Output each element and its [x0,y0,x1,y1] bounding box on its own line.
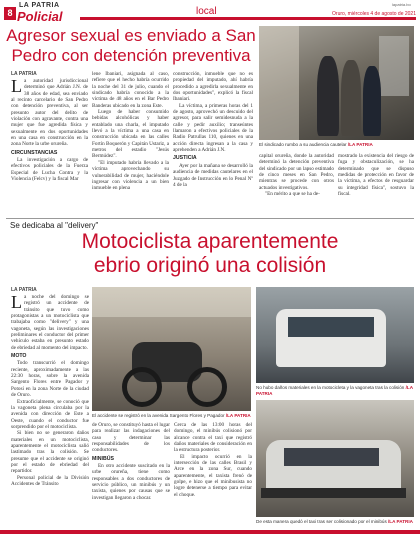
photo-wheel [122,367,162,407]
subheading: CIRCUNSTANCIAS [11,149,58,156]
paragraph: construcción, inmueble que no es propiedad del imputado, ahí habría procedido a agredirla sexualmente en dos oportunidades", explicó la fiscal Ibaniari. [173,71,253,103]
section-logo: Policial [17,9,63,24]
paragraph: Todo transcurrió el domingo reciente, aproximadamente a las 22:30 horas, sobre la avenida Sargento Flores entre Pagador y Potosí en la zona Norte de la ciudad de Oruro. [11,360,89,399]
paragraph: a autoridad jurisdiccional determinó que Adrián J.N. de 38 años de edad, sea enviado al recinto carcelario de San Pedro con detención preventiva, al ser presunto autor del delito de violación con agravante, contra una mujer que fue agredida física y sexualmente en dos oportunidades en una casa en construcción en la zona Norte la urbe orureña. [11,78,88,148]
drop-cap: L [11,292,22,312]
article1-column-2 [92,71,169,192]
paragraph: Ayer por la mañana se desarrolló la audiencia de medidas cautelares en el Juzgado de Instrucción en lo Penal Nº 4 de la [173,162,253,188]
paragraph: La víctima, a primeras horas del 1 de agosto, aprovechó un descuido del agresor, para salir semidesnuda a la calle y pedir auxilio; transeúntes llamaron a efectivos policiales de la Radio Patrullas 110, quienes en una acción directa ingresan a la casa y aprehenden a Adrián J.N. [173,102,253,154]
article1-headline [6,26,256,66]
paragraph: El impacto ocurrió en la intersección de las calles Brasil y Arce en la zona Sur, cuando aparentemente, el taxista frenó de golpe, e hizo que el minibusista no logre detenerse a tiempo para evitar el choque. [174,453,252,498]
article2-photo-taxi [256,400,414,517]
photo-windshield [288,317,374,337]
photo-person [341,60,361,136]
paragraph: Cerca de las 13:00 horas del domingo, el minibús colisionó por alcance contra el taxi que registró daños materiales de consideración en la estructura posterior. [174,422,252,454]
subheading: MOTO [11,353,27,360]
article1-photo [259,26,414,140]
article1-column-5 [338,153,414,197]
photo-bumper [261,488,406,498]
paragraph: Luego de haber consumido bebidas alcohólicas y haber entablado una charla, el imputado llevó a la víctima a una casa en construcción ubicada en las calles Fortín Boquerón y Capitán Ustariz, a metros del estadio "Jesús Bermúdez". [92,109,169,160]
dateline: Oruro, miércoles 4 de agosto de 2021 [332,11,416,17]
article1-headline-line2: Pedro con detención preventiva [11,46,251,65]
newspaper-name-small: LA PATRIA [19,2,60,9]
page-number: 8 [4,7,16,20]
paragraph: lene Ibaniari, asignada al caso, refiere que el hecho habría ocurrido la noche del 31 de julio, cuando el sindicado habría conocido a la víctima de 48 años en el Bar Pedro Banderas ubicado en la zona Este. [92,71,169,109]
article2-headline [6,230,414,278]
caption-credit: /LA PATRIA [388,519,413,524]
article2-headline-line1: Motociclista aparentemente [81,230,339,253]
article1-headline-line1: Agresor sexual es enviado a San [6,26,256,45]
article2-column-3 [174,422,252,498]
photo-window [379,36,409,96]
photo-person [363,66,381,136]
photo-wheel [187,367,227,407]
article2-column-2 [92,422,170,501]
paragraph: a noche del domingo se registró un accidente de tránsito que tuvo como protagonistas a un motociclista que trabajaba como "delivery" y una vagoneta, según las investigaciones preliminares el conductor del primer vehículo estaba en presunto estado de ebriedad al momento del impacto. [11,294,89,351]
article2-kicker: Se dedicaba al "delivery" [10,221,99,230]
article2-photo3-caption [256,519,414,525]
paragraph: Si bien no se generaron daños materiales en un motociclista, aparentemente el motociclista salió lastimado tras la colisión. Se presume que el accidente se originó por el estado de ebriedad del repartidor. [11,430,89,475]
paragraph: capital orureña, donde la autoridad determinó la detención preventiva del sindicado por un lapso estimado de cinco meses en San Pedro, mientras se procede con otros actuados investigativos. [259,153,334,191]
article1-photo-caption [259,142,414,148]
paragraph: mostrado la existencia del riesgo de fuga y obstaculización, se ha determinado que se dispuso medidas de protección en favor de la víctima, a efectos de resguardar su integridad física", sostuvo la fiscal. [338,153,414,198]
caption-text: De esta manera quedó el taxi tras ser colisionado por el minibús [256,519,387,524]
caption-credit: /LA PATRIA [347,142,373,147]
article1-byline: LA PATRIA [11,71,37,77]
article1-column-1 [11,78,88,183]
paragraph: Personal policial de la División Accidentes de Tránsito [11,474,89,487]
header-rule [80,17,416,20]
caption-text: El accidente se registró en la avenida Sargento Flores y Pagador [92,413,225,418]
article2-photo1-caption [92,413,251,419]
paragraph: de Oruro, se constituyó hasta el lugar para realizar las indagaciones del caso y determinar las responsabilidades de los conductores. [92,422,170,454]
article2-byline: LA PATRIA [11,287,37,293]
photo-building [92,287,251,317]
paragraph: En otro accidente suscitado en la urbe orureña, tiene como responsables a dos conductores de servicio público, un minibús y un taxista, quienes por causas que se investigan llegaron a chocar. [92,463,170,501]
photo-rear-window [284,448,379,466]
website-label: lapatria.bo [392,2,411,7]
article-separator [6,218,414,219]
subheading: MINIBÚS [92,455,114,462]
paragraph: La investigación a cargo de efectivos policiales de la Fuerza Especial de Lucha Contra y la Violencia (Felcv) y la fiscal Mar [11,157,88,183]
caption-credit: /LA PATRIA [225,413,251,418]
article2-headline-line2: ebrio originó una colisión [93,254,327,277]
article1-column-3 [173,71,253,188]
article2-photo-van [256,287,414,383]
article1-column-4 [259,153,334,197]
paragraph: "El imputado habría llevado a la víctima aprovechando su vulnerabilidad de mujer, haciéndole ingresar con violencia a un bien inmueble en plena [92,159,169,192]
caption-credit: /LA PATRIA [256,385,413,396]
article2-column-1 [11,294,89,487]
paragraph: Extraoficialmente, se conoció que la vagoneta plena circulaba por la avenida con dirección de Este a Oeste, cuando el conductor fue sorprendido por el motociclista. [11,398,89,430]
drop-cap: L [11,76,22,96]
subheading: JUSTICIA [173,155,197,162]
page-footer-rule [0,530,420,534]
section-label: local [196,6,217,17]
article2-photo-motorcycle [92,287,251,411]
caption-text: El sindicado rumbo a su audiencia cautelar [259,142,347,147]
caption-text: No hubo daños materiales en la motocicleta y la vagoneta tras la colisión [256,385,405,390]
photo-person [317,56,339,136]
article2-photo2-caption [256,385,414,397]
page-header [0,0,420,26]
photo-wall [259,26,299,140]
paragraph: "En mérito a que se ha de- [265,191,320,198]
